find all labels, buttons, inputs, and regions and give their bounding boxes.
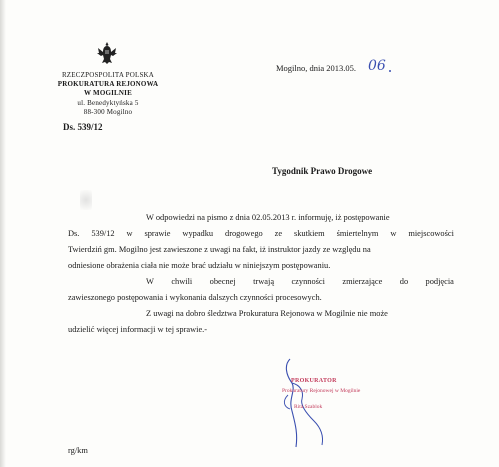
scan-smudge <box>80 190 92 210</box>
body-word: W <box>146 277 154 286</box>
body-word: w <box>126 229 133 238</box>
handwritten-dot <box>389 70 391 72</box>
body-word: Ds. <box>68 229 80 238</box>
body-word: miejscowości <box>408 229 454 238</box>
body-word: ze <box>274 229 283 238</box>
scan-margin-shadow <box>0 0 6 467</box>
body-p1-line3: Twierdziń gm. Mogilno jest zawieszone z uwagi na fakt, iż instruktor jazdy ze względu na <box>68 245 371 254</box>
body-p3-line1: Z uwagi na dobro śledztwa Prokuratura Rejonowa w Mogilnie nie może <box>146 309 388 318</box>
polish-eagle-icon <box>95 40 119 66</box>
letter-body <box>68 210 454 338</box>
header-office: PROKURATURA REJONOWA <box>57 80 159 88</box>
case-reference: Ds. 539/12 <box>63 122 103 132</box>
body-p3-line2: udzielić więcej informacji w tej sprawie.- <box>68 325 208 334</box>
body-p2-line2: zawieszonego postępowania i wykonania dalszych czynności procesowych. <box>68 293 322 302</box>
body-word: śmiertelnym <box>336 229 379 238</box>
body-word: chwili <box>171 277 193 286</box>
header-street: ul. Benedyktyńska 5 <box>77 99 139 107</box>
body-word: czynności <box>291 277 325 286</box>
body-p2-line1 <box>68 274 454 290</box>
stamp-office: Prokuratury Rejonowej w Mogilnie <box>282 388 361 394</box>
body-word: obecnej <box>209 277 236 286</box>
letter-date: Mogilno, dnia 2013.05. <box>276 63 357 73</box>
handwritten-signature <box>262 355 352 450</box>
author-initials: rg/km <box>68 446 88 455</box>
body-word: trwają <box>253 277 275 286</box>
body-word: sprawie <box>144 229 171 238</box>
handwritten-day: 06 <box>368 58 386 74</box>
header-country: RZECZPOSPOLITA POLSKA <box>61 71 155 79</box>
recipient-name: Tygodnik Prawo Drogowe <box>272 166 373 176</box>
body-word: w <box>390 229 397 238</box>
body-word: wypadku <box>182 229 214 238</box>
header-postal: 88-300 Mogilno <box>83 108 133 116</box>
body-word: 539/12 <box>91 229 115 238</box>
body-word: podjęcia <box>425 277 454 286</box>
stamp-title: PROKURATOR <box>291 378 337 384</box>
body-word: skutkiem <box>293 229 325 238</box>
header-city: W MOGILNIE <box>84 89 132 97</box>
body-word: do <box>399 277 409 286</box>
body-p1-line2 <box>68 226 454 242</box>
body-p1-line1: W odpowiedzi na pismo z dnia 02.05.2013 r. informuję, iż postępowanie <box>146 213 390 222</box>
body-word: drogowego <box>225 229 263 238</box>
stamp-name: Rita Szablok <box>294 404 323 410</box>
body-p1-line4: odniesione obrażenia ciała nie może brać udziału w niniejszym postępowaniu. <box>68 261 331 270</box>
body-word: zmierzające <box>342 277 383 286</box>
